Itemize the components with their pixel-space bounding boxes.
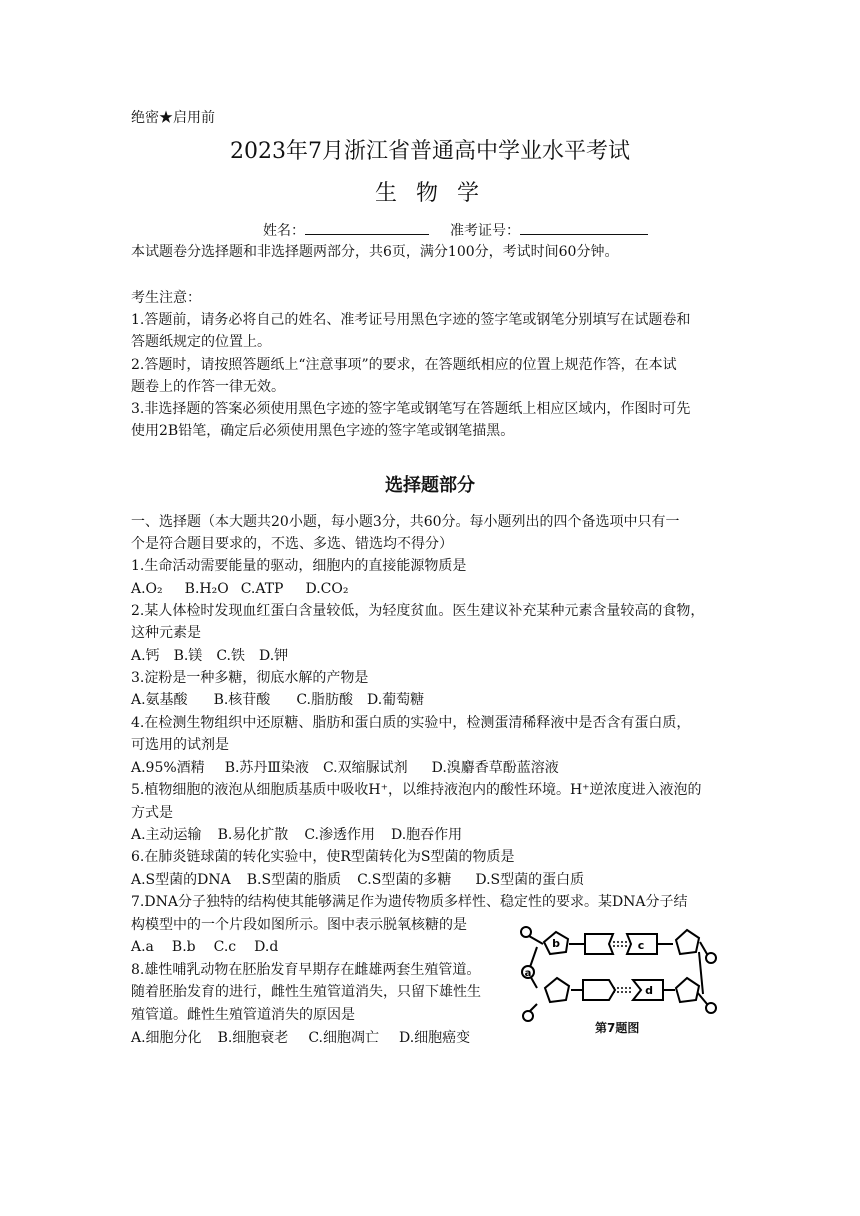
option-b[interactable]: B.核苷酸 [213, 692, 271, 708]
base-shape [583, 980, 615, 1000]
sugar-pentagon [676, 978, 699, 1002]
question-2-options [131, 646, 288, 666]
option-b[interactable]: B.S型菌的脂质 [246, 872, 342, 888]
question-7-stem: 7.DNA分子独特的结构使其能够满足作为遗传物质多样性、稳定性的要求。某DNA分子结 [131, 894, 688, 910]
question-7-options [131, 937, 278, 957]
exam-title: 2023年7月浙江省普通高中学业水平考试 [230, 139, 630, 164]
instructions-line: 个是符合题目要求的，不选、多选、错选均不得分） [131, 536, 453, 552]
option-b[interactable]: B.镁 [173, 648, 203, 664]
option-b[interactable]: B.b [171, 939, 196, 955]
phosphate-circle [523, 1011, 533, 1021]
candidate-id-field[interactable] [450, 220, 648, 241]
option-c[interactable]: C.铁 [216, 648, 245, 664]
question-1-options [131, 579, 348, 599]
option-a[interactable]: A.S型菌的DNA [131, 872, 231, 888]
sugar-pentagon [676, 930, 699, 954]
option-b[interactable]: B.细胞衰老 [217, 1030, 289, 1046]
option-c[interactable]: C.细胞凋亡 [308, 1030, 379, 1046]
option-d[interactable]: D.CO₂ [305, 581, 349, 597]
instructions-line: 一、选择题（本大题共20小题，每小题3分，共60分。每小题列出的四个备选项中只有一 [131, 514, 680, 530]
notice-line: 题卷上的作答一律无效。 [131, 379, 285, 395]
notice-line: 3.非选择题的答案必须使用黑色字迹的签字笔或钢笔写在答题纸上相应区域内，作图时可先 [131, 401, 691, 417]
question-8-stem: 8.雄性哺乳动物在胚胎发育早期存在雌雄两套生殖管道。 [131, 962, 481, 978]
question-4-stem: 4.在检测生物组织中还原糖、脂肪和蛋白质的实验中，检测蛋清稀释液中是否含有蛋白质， [131, 715, 691, 731]
question-4-options [131, 758, 559, 778]
option-a[interactable]: A.氨基酸 [131, 692, 188, 708]
question-7-stem-cont: 构模型中的一个片段如图所示。图中表示脱氧核糖的是 [131, 917, 467, 933]
question-8-stem-cont: 随着胚胎发育的进行，雌性生殖管道消失，只留下雄性生 [131, 984, 481, 1000]
figure-caption: 第7题图 [595, 1021, 640, 1035]
option-a[interactable]: A.主动运输 [131, 827, 202, 843]
intro-text: 本试题卷分选择题和非选择题两部分，共6页，满分100分，考试时间60分钟。 [131, 244, 619, 260]
notice-heading: 考生注意： [131, 290, 201, 306]
option-c[interactable]: C.脂肪酸 [296, 692, 353, 708]
base-shape [585, 934, 613, 954]
sugar-pentagon [545, 978, 569, 1002]
question-1-stem: 1.生命活动需要能量的驱动，细胞内的直接能源物质是 [131, 558, 467, 574]
option-a[interactable]: A.a [131, 939, 154, 955]
option-d[interactable]: D.钾 [258, 648, 289, 664]
question-4-stem-cont: 可选用的试剂是 [131, 737, 229, 753]
option-a[interactable]: A.O₂ [131, 581, 163, 597]
option-d[interactable]: D.溴麝香草酚蓝溶液 [431, 760, 559, 776]
question-5-stem-cont: 方式是 [131, 805, 173, 821]
option-d[interactable]: D.细胞癌变 [398, 1030, 471, 1046]
option-b[interactable]: B.H₂O [184, 581, 229, 597]
notice-line: 1.答题前，请务必将自己的姓名、准考证号用黑色字迹的签字笔或钢笔分别填写在试题卷和 [131, 312, 691, 328]
name-label: 姓名： [263, 223, 305, 239]
option-a[interactable]: A.钙 [131, 648, 160, 664]
figure-label-b: b [552, 937, 560, 950]
question-5-options [131, 825, 462, 845]
figure-label-d: d [645, 984, 653, 997]
option-c[interactable]: C.S型菌的多糖 [357, 872, 452, 888]
name-field[interactable] [263, 220, 429, 241]
option-c[interactable]: C.ATP [240, 581, 284, 597]
option-d[interactable]: D.胞吞作用 [390, 827, 463, 843]
question-6-options [131, 870, 584, 890]
candidate-id-label: 准考证号： [450, 223, 520, 239]
question-8-options [131, 1028, 470, 1048]
notice-line: 使用2B铅笔，确定后必须使用黑色字迹的签字笔或钢笔描黑。 [131, 423, 515, 439]
figure-label-c: c [637, 939, 645, 952]
section-title: 选择题部分 [385, 475, 475, 496]
option-d[interactable]: D.S型菌的蛋白质 [475, 872, 585, 888]
question-2-stem: 2.某人体检时发现血红蛋白含量较低，为轻度贫血。医生建议补充某种元素含量较高的食物， [131, 603, 705, 619]
option-b[interactable]: B.苏丹Ⅲ染液 [224, 760, 309, 776]
option-b[interactable]: B.易化扩散 [217, 827, 289, 843]
question-3-stem: 3.淀粉是一种多糖，彻底水解的产物是 [131, 670, 369, 686]
name-blank[interactable] [305, 220, 429, 235]
phosphate-circle [706, 1003, 716, 1013]
option-a[interactable]: A.95%酒精 [131, 760, 205, 776]
subject-title: 生 物 学 [375, 181, 485, 206]
question-8-stem-cont: 殖管道。雌性生殖管道消失的原因是 [131, 1007, 355, 1023]
figure-label-a: a [524, 968, 532, 979]
phosphate-circle [521, 927, 531, 937]
option-d[interactable]: D.葡萄糖 [366, 692, 425, 708]
option-c[interactable]: C.渗透作用 [304, 827, 375, 843]
confidential-mark: 绝密★启用前 [131, 110, 215, 126]
notice-line: 2.答题时，请按照答题纸上“注意事项”的要求，在答题纸相应的位置上规范作答，在本试 [131, 357, 677, 373]
phosphate-circle [706, 953, 716, 963]
option-d[interactable]: D.d [254, 939, 279, 955]
notice-line: 答题纸规定的位置上。 [131, 334, 271, 350]
question-5-stem: 5.植物细胞的液泡从细胞质基质中吸收H⁺，以维持液泡内的酸性环境。H⁺逆浓度进入液泡的 [131, 782, 702, 798]
option-c[interactable]: C.双缩脲试剂 [322, 760, 408, 776]
option-c[interactable]: C.c [213, 939, 237, 955]
question-2-stem-cont: 这种元素是 [131, 625, 201, 641]
question-6-stem: 6.在肺炎链球菌的转化实验中，使R型菌转化为S型菌的物质是 [131, 849, 515, 865]
candidate-id-blank[interactable] [520, 220, 648, 235]
question-3-options [131, 690, 424, 710]
option-a[interactable]: A.细胞分化 [131, 1030, 202, 1046]
